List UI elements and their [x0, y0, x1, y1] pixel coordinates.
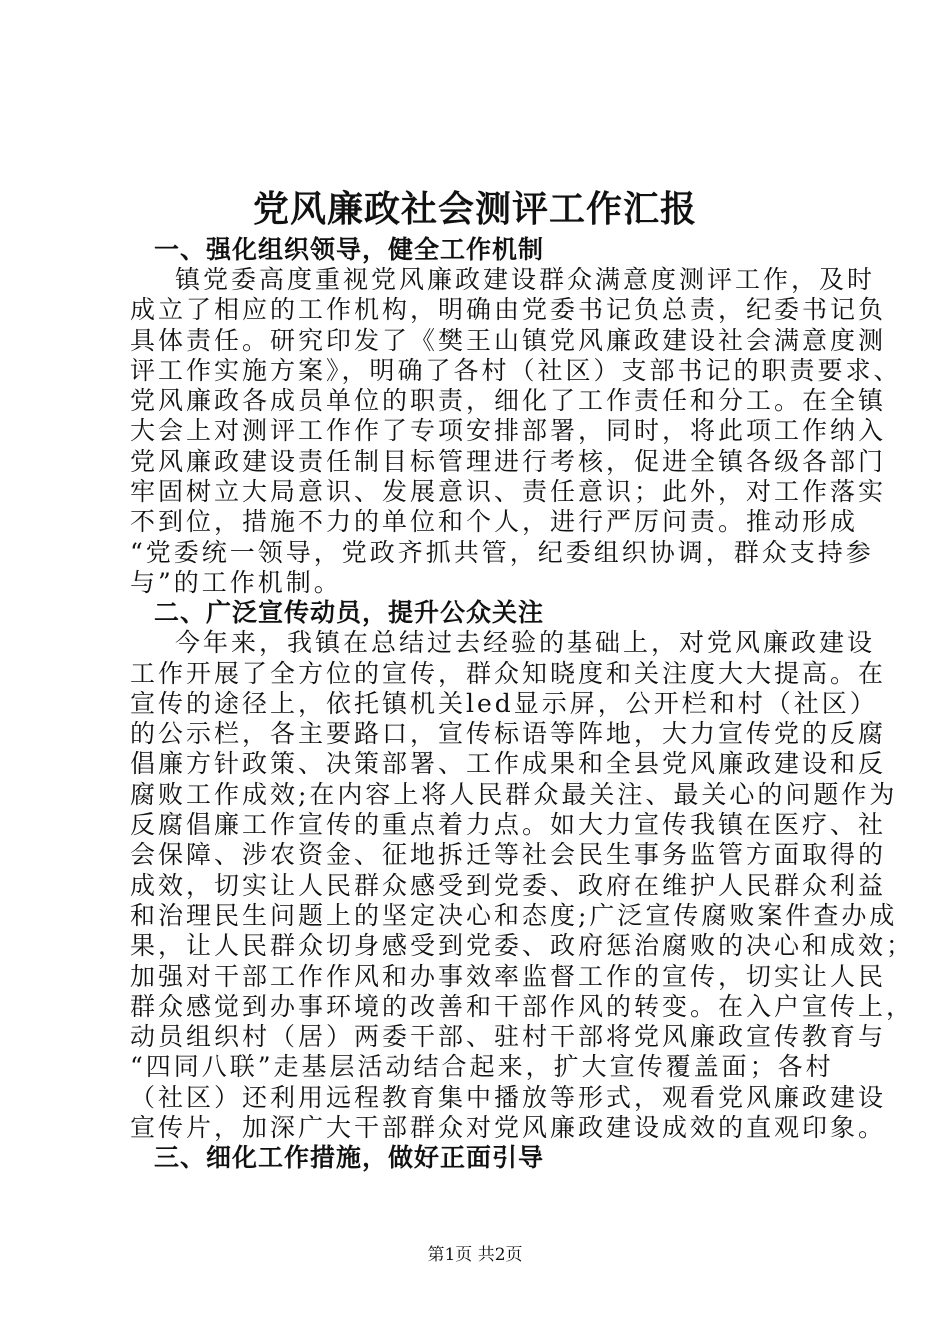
paragraph-line: 成效，切实让人民群众感受到党委、政府在维护人民群众利益	[130, 870, 887, 900]
paragraph-line: 牢固树立大局意识、发展意识、责任意识；此外，对工作落实	[130, 477, 887, 507]
paragraph-line: 倡廉方针政策、决策部署、工作成果和全县党风廉政建设和反	[130, 749, 887, 779]
document-body	[130, 235, 915, 1173]
paragraph-line: 加强对干部工作作风和办事效率监督工作的宣传，切实让人民	[130, 961, 887, 991]
paragraph-line: 镇党委高度重视党风廉政建设群众满意度测评工作，及时	[175, 265, 876, 294]
page-footer: 第1页 共2页	[427, 1245, 523, 1265]
paragraph-line: 党风廉政建设责任制目标管理进行考核，促进全镇各级各部门	[130, 446, 887, 476]
document-title: 党风廉政社会测评工作汇报	[252, 189, 697, 230]
paragraph-line: 今年来，我镇在总结过去经验的基础上，对党风廉政建设	[175, 628, 876, 658]
paragraph-line: 反腐倡廉工作宣传的重点着力点。如大力宣传我镇在医疗、社	[130, 810, 887, 840]
paragraph-line: 果，让人民群众切身感受到党委、政府惩治腐败的决心和成效；	[130, 931, 915, 961]
section-heading: 一、强化组织领导，健全工作机制	[154, 235, 545, 264]
paragraph-line: 的公示栏，各主要路口，宣传标语等阵地，大力宣传党的反腐	[130, 719, 887, 749]
paragraph-line: 宣传的途径上，依托镇机关led显示屏，公开栏和村（社区）	[130, 688, 878, 718]
paragraph-line: 和治理民生问题上的坚定决心和态度;广泛宣传腐败案件查办成	[130, 900, 898, 930]
paragraph-line: 工作开展了全方位的宣传，群众知晓度和关注度大大提高。在	[130, 658, 887, 688]
paragraph-line: 腐败工作成效;在内容上将人民群众最关注、最关心的问题作为	[130, 779, 898, 809]
paragraph-line: 动员组织村（居）两委干部、驻村干部将党风廉政宣传教育与	[130, 1022, 887, 1052]
paragraph-line: “党委统一领导，党政齐抓共管，纪委组织协调，群众支持参	[130, 537, 874, 567]
paragraph-line: 宣传片，加深广大干部群众对党风廉政建设成效的直观印象。	[130, 1113, 887, 1143]
paragraph-line: “四同八联”走基层活动结合起来，扩大宣传覆盖面；各村	[130, 1052, 834, 1082]
paragraph-line: 成立了相应的工作机构，明确由党委书记负总责，纪委书记负	[130, 295, 887, 325]
paragraph-line: 会保障、涉农资金、征地拆迁等社会民生事务监管方面取得的	[130, 840, 887, 870]
section-heading: 三、细化工作措施，做好正面引导	[154, 1143, 545, 1173]
paragraph-line: 党风廉政各成员单位的职责，细化了工作责任和分工。在全镇	[130, 386, 887, 416]
paragraph-line: 群众感觉到办事环境的改善和干部作风的转变。在入户宣传上，	[130, 991, 915, 1021]
paragraph-line: 评工作实施方案》，明确了各村（社区）支部书记的职责要求、	[130, 355, 902, 385]
section-heading: 二、广泛宣传动员，提升公众关注	[154, 598, 545, 628]
paragraph-line: （社区）还利用远程教育集中播放等形式，观看党风廉政建设	[130, 1082, 887, 1112]
paragraph-line: 具体责任。研究印发了《樊王山镇党风廉政建设社会满意度测	[130, 325, 887, 355]
paragraph-line: 不到位，措施不力的单位和个人，进行严厉问责。推动形成	[130, 507, 859, 537]
paragraph-line: 大会上对测评工作作了专项安排部署，同时，将此项工作纳入	[130, 416, 887, 446]
paragraph-line: 与”的工作机制。	[130, 567, 342, 597]
